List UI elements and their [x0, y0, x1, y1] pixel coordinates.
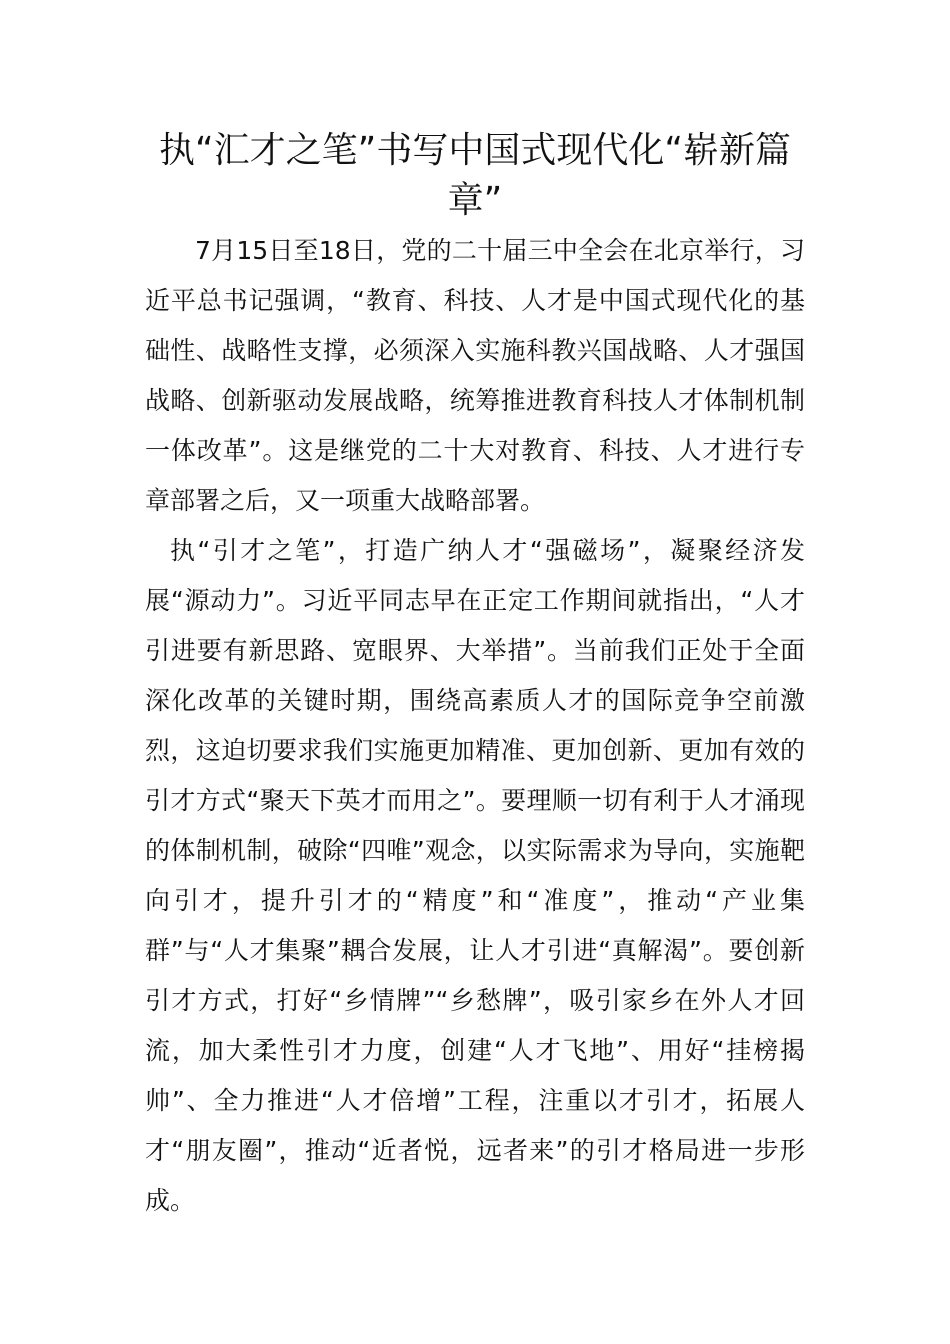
paragraph-2: 执“引才之笔”，打造广纳人才“强磁场”，凝聚经济发展“源动力”。习近平同志早在正定工作期间就指出，“人才引进要有新思路、宽眼界、大举措”。当前我们正处于全面深化改革的关键时期，围绕高素质人才的国际竞争空前激烈，这迫切要求我们实施更加精准、更加创新、更加有效的引才方式“聚天下英才而用之”。要理顺一切有利于人才涌现的体制机制，破除“四唯”观念，以实际需求为导向，实施靶向引才，提升引才的“精度”和“准度”，推动“产业集群”与“人才集聚”耦合发展，让人才引进“真解渴”。要创新引才方式，打好“乡情牌”“乡愁牌”，吸引家乡在外人才回流，加大柔性引才力度，创建“人才飞地”、用好“挂榜揭帅”、全力推进“人才倍增”工程，注重以才引才，拓展人才“朋友圈”，推动“近者悦，远者来”的引才格局进一步形成。	[145, 536, 805, 1215]
document-body	[145, 226, 805, 1226]
document-title: 执“汇才之笔”书写中国式现代化“崭新篇章”	[159, 130, 791, 221]
paragraph-1: 7月15日至18日，党的二十届三中全会在北京举行，习近平总书记强调，“教育、科技、人才是中国式现代化的基础性、战略性支撑，必须深入实施科教兴国战略、人才强国战略、创新驱动发展战略，统筹推进教育科技人才体制机制一体改革”。这是继党的二十大对教育、科技、人才进行专章部署之后，又一项重大战略部署。	[145, 236, 805, 515]
